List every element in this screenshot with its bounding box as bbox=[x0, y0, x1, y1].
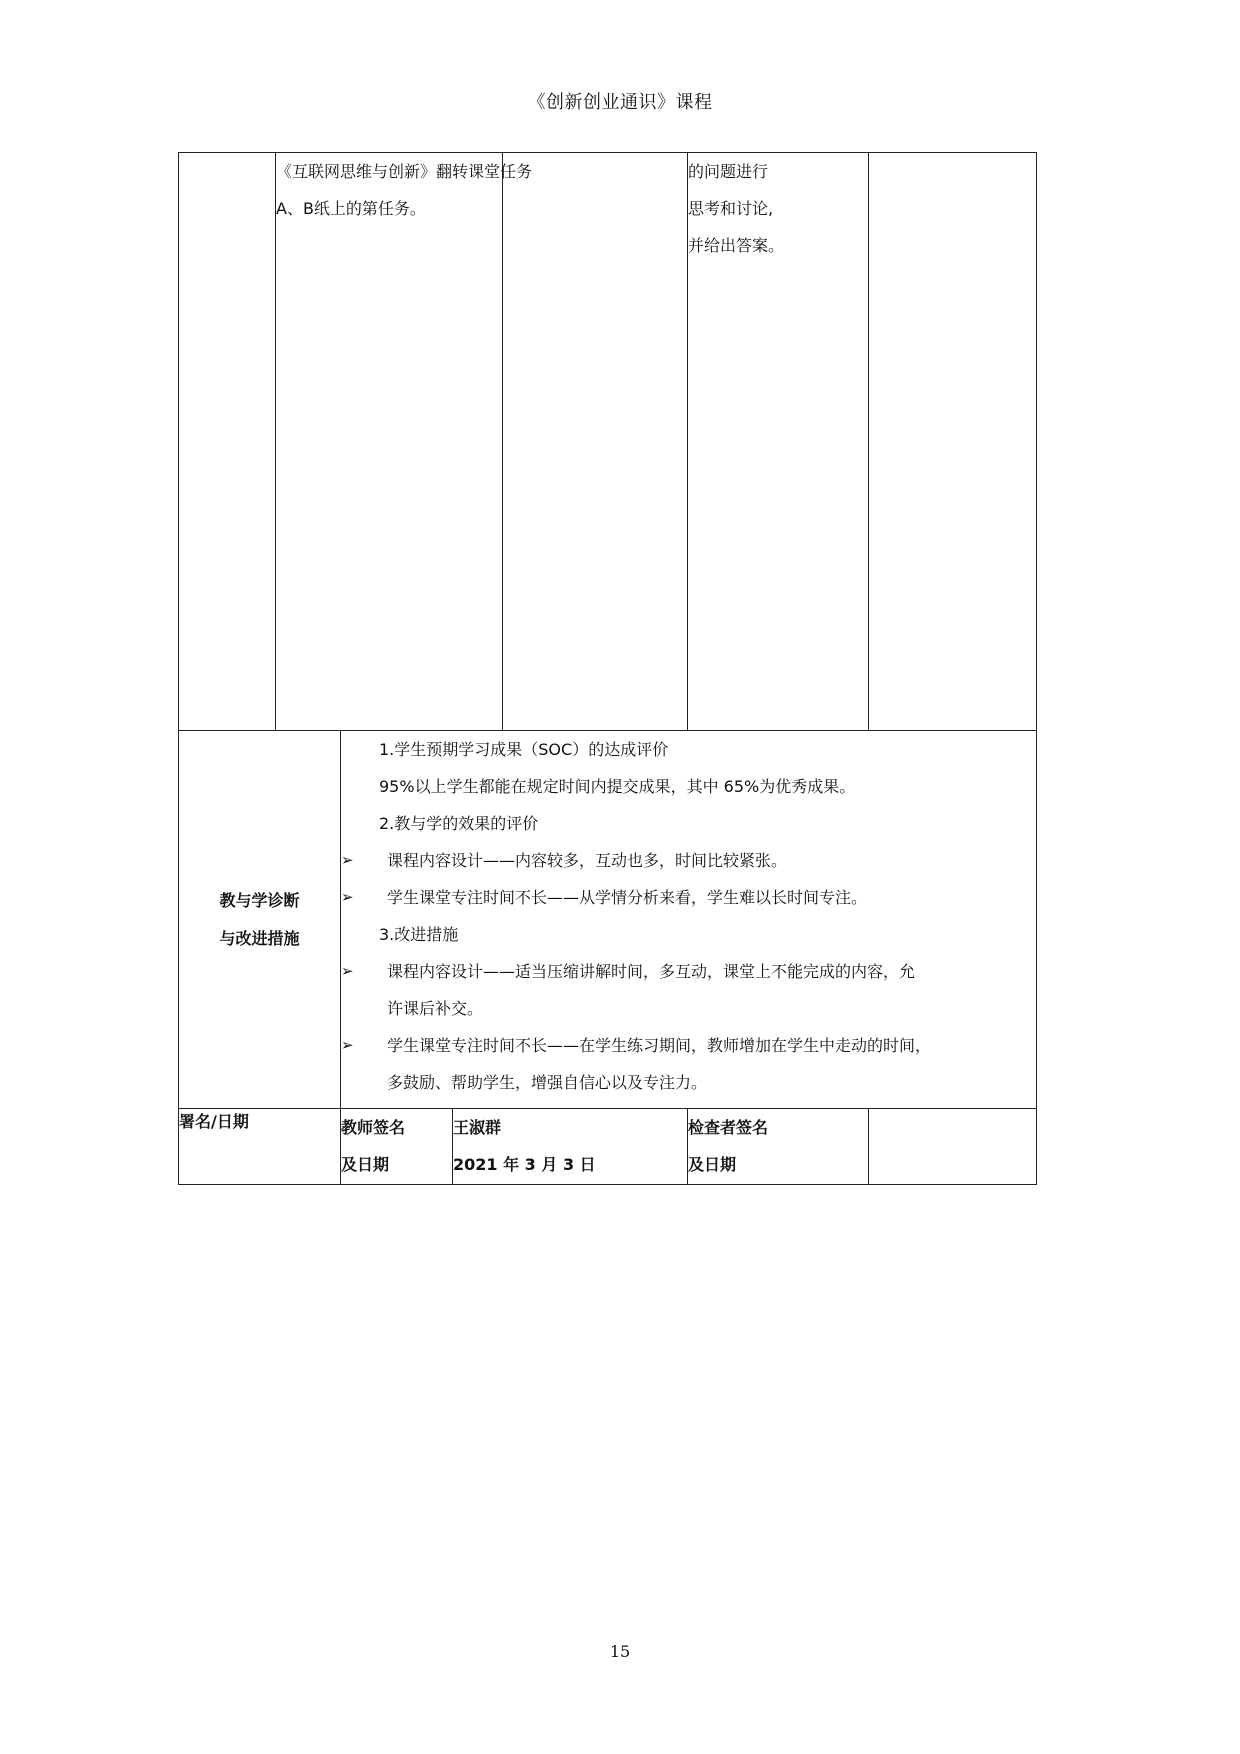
task-description-cell bbox=[276, 153, 533, 731]
student-activity-cell bbox=[688, 153, 869, 731]
signature-label: 署名/日期 bbox=[179, 1109, 341, 1185]
diagnosis-content bbox=[341, 731, 1037, 1109]
table-row bbox=[179, 1109, 1037, 1185]
signature-date: 2021 年 3 月 3 日 bbox=[453, 1155, 596, 1174]
bullet-text: 课程内容设计——内容较多，互动也多，时间比较紧张。 bbox=[387, 851, 788, 870]
arrow-bullet-icon: ➢ bbox=[341, 962, 354, 980]
task-line-2: A、B纸上的第任务。 bbox=[276, 199, 426, 218]
list-item bbox=[341, 842, 1036, 879]
teacher-label-line-2: 及日期 bbox=[341, 1155, 390, 1174]
page-number: 15 bbox=[609, 1642, 631, 1661]
activity-line-1: 的问题进行 bbox=[688, 162, 769, 181]
list-item bbox=[341, 879, 1036, 916]
item3-title: 3.改进措施 bbox=[379, 925, 459, 944]
diagnosis-label-line-1: 教与学诊断 bbox=[219, 890, 300, 910]
bullet-text: 多鼓励、帮助学生，增强自信心以及专注力。 bbox=[387, 1073, 708, 1092]
activity-line-2: 思考和讨论, bbox=[688, 199, 774, 218]
bullet-text: 学生课堂专注时间不长——从学情分析来看，学生难以长时间专注。 bbox=[387, 888, 868, 907]
checker-signature-value bbox=[869, 1109, 1037, 1185]
teacher-name: 王淑群 bbox=[453, 1118, 502, 1137]
item1-text: 95%以上学生都能在规定时间内提交成果，其中 65%为优秀成果。 bbox=[379, 777, 856, 796]
table-row bbox=[179, 153, 1037, 731]
diagnosis-label bbox=[179, 731, 341, 1109]
item2-title: 2.教与学的效果的评价 bbox=[379, 814, 539, 833]
teacher-signature-value bbox=[453, 1109, 688, 1185]
table-row bbox=[179, 731, 1037, 1109]
checker-label-line-2: 及日期 bbox=[688, 1155, 737, 1174]
list-item bbox=[341, 953, 1036, 1027]
checker-signature-label bbox=[688, 1109, 869, 1185]
arrow-bullet-icon: ➢ bbox=[341, 851, 354, 869]
task-line-1: 《互联网思维与创新》翻转课堂任务 bbox=[276, 162, 533, 181]
arrow-bullet-icon: ➢ bbox=[341, 888, 354, 906]
empty-cell bbox=[503, 153, 688, 731]
bullet-text: 许课后补交。 bbox=[387, 999, 484, 1018]
item1-title: 1.学生预期学习成果（SOC）的达成评价 bbox=[379, 740, 669, 759]
bullet-text: 学生课堂专注时间不长——在学生练习期间，教师增加在学生中走动的时间， bbox=[387, 1036, 932, 1055]
teaching-record-table bbox=[178, 152, 1037, 1185]
bullet-text: 课程内容设计——适当压缩讲解时间，多互动，课堂上不能完成的内容，允 bbox=[387, 962, 916, 981]
teacher-signature-label bbox=[341, 1109, 453, 1185]
page-header: 《创新创业通识》课程 bbox=[527, 92, 713, 113]
activity-line-3: 并给出答案。 bbox=[688, 236, 785, 255]
checker-label-line-1: 检查者签名 bbox=[688, 1118, 769, 1137]
empty-cell bbox=[179, 153, 276, 731]
diagnosis-label-line-2: 与改进措施 bbox=[219, 928, 300, 948]
arrow-bullet-icon: ➢ bbox=[341, 1036, 354, 1054]
teacher-label-line-1: 教师签名 bbox=[341, 1118, 406, 1137]
empty-cell bbox=[869, 153, 1037, 731]
list-item bbox=[341, 1027, 1036, 1101]
